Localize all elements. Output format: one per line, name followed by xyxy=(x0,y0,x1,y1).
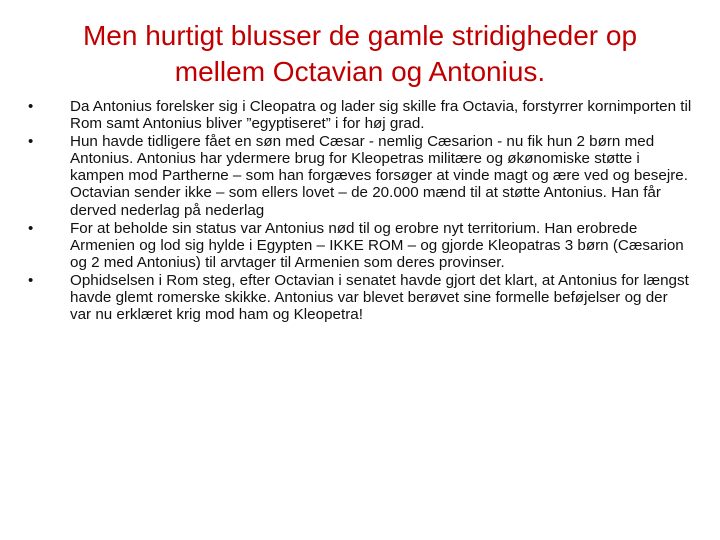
bullet-icon: • xyxy=(28,133,34,151)
bullet-icon: • xyxy=(28,271,34,289)
bullet-text: Ophidselsen i Rom steg, efter Octavian i senatet havde gjort det klart, at Antonius for længst havde glemt romerske skikke. Antonius var blevet berøvet sine formelle beføjelser og der var nu erklæret krig mod ham og Kleopetra! xyxy=(70,271,689,324)
bullet-item xyxy=(28,272,692,323)
bullet-item xyxy=(28,220,692,271)
bullet-item xyxy=(28,98,692,132)
bullet-text: For at beholde sin status var Antonius nød til og erobre nyt territorium. Han erobrede Armenien og lod sig hylde i Egypten – IKKE ROM – og gjorde Kleopatras 3 børn (Cæsarion og 2 med Antonius) til arvtager til Armenien som deres provinser. xyxy=(70,219,684,271)
bullet-item xyxy=(28,133,692,218)
bullet-list xyxy=(28,98,692,324)
bullet-icon: • xyxy=(28,98,34,115)
bullet-text: Da Antonius forelsker sig i Cleopatra og lader sig skille fra Octavia, forstyrrer kornimporten til Rom samt Antonius bliver ”egyptiseret” i for høj grad. xyxy=(70,98,692,133)
bullet-icon: • xyxy=(28,219,34,237)
slide-title: Men hurtigt blusser de gamle stridigheder op mellem Octavian og Antonius. xyxy=(82,20,638,87)
bullet-text: Hun havde tidligere fået en søn med Cæsar - nemlig Cæsarion - nu fik hun 2 børn med Antonius. Antonius har ydermere brug for Kleopetras militære og økønomiske støtte i kampen mod Partherne – som han forgæves forsøger at vinde magt og ære ved og besejre. Octavian sender ikke – som ellers lovet – de 20.000 mænd til at støtte Antonius. Han får derved nederlag på nederlag xyxy=(70,133,688,219)
